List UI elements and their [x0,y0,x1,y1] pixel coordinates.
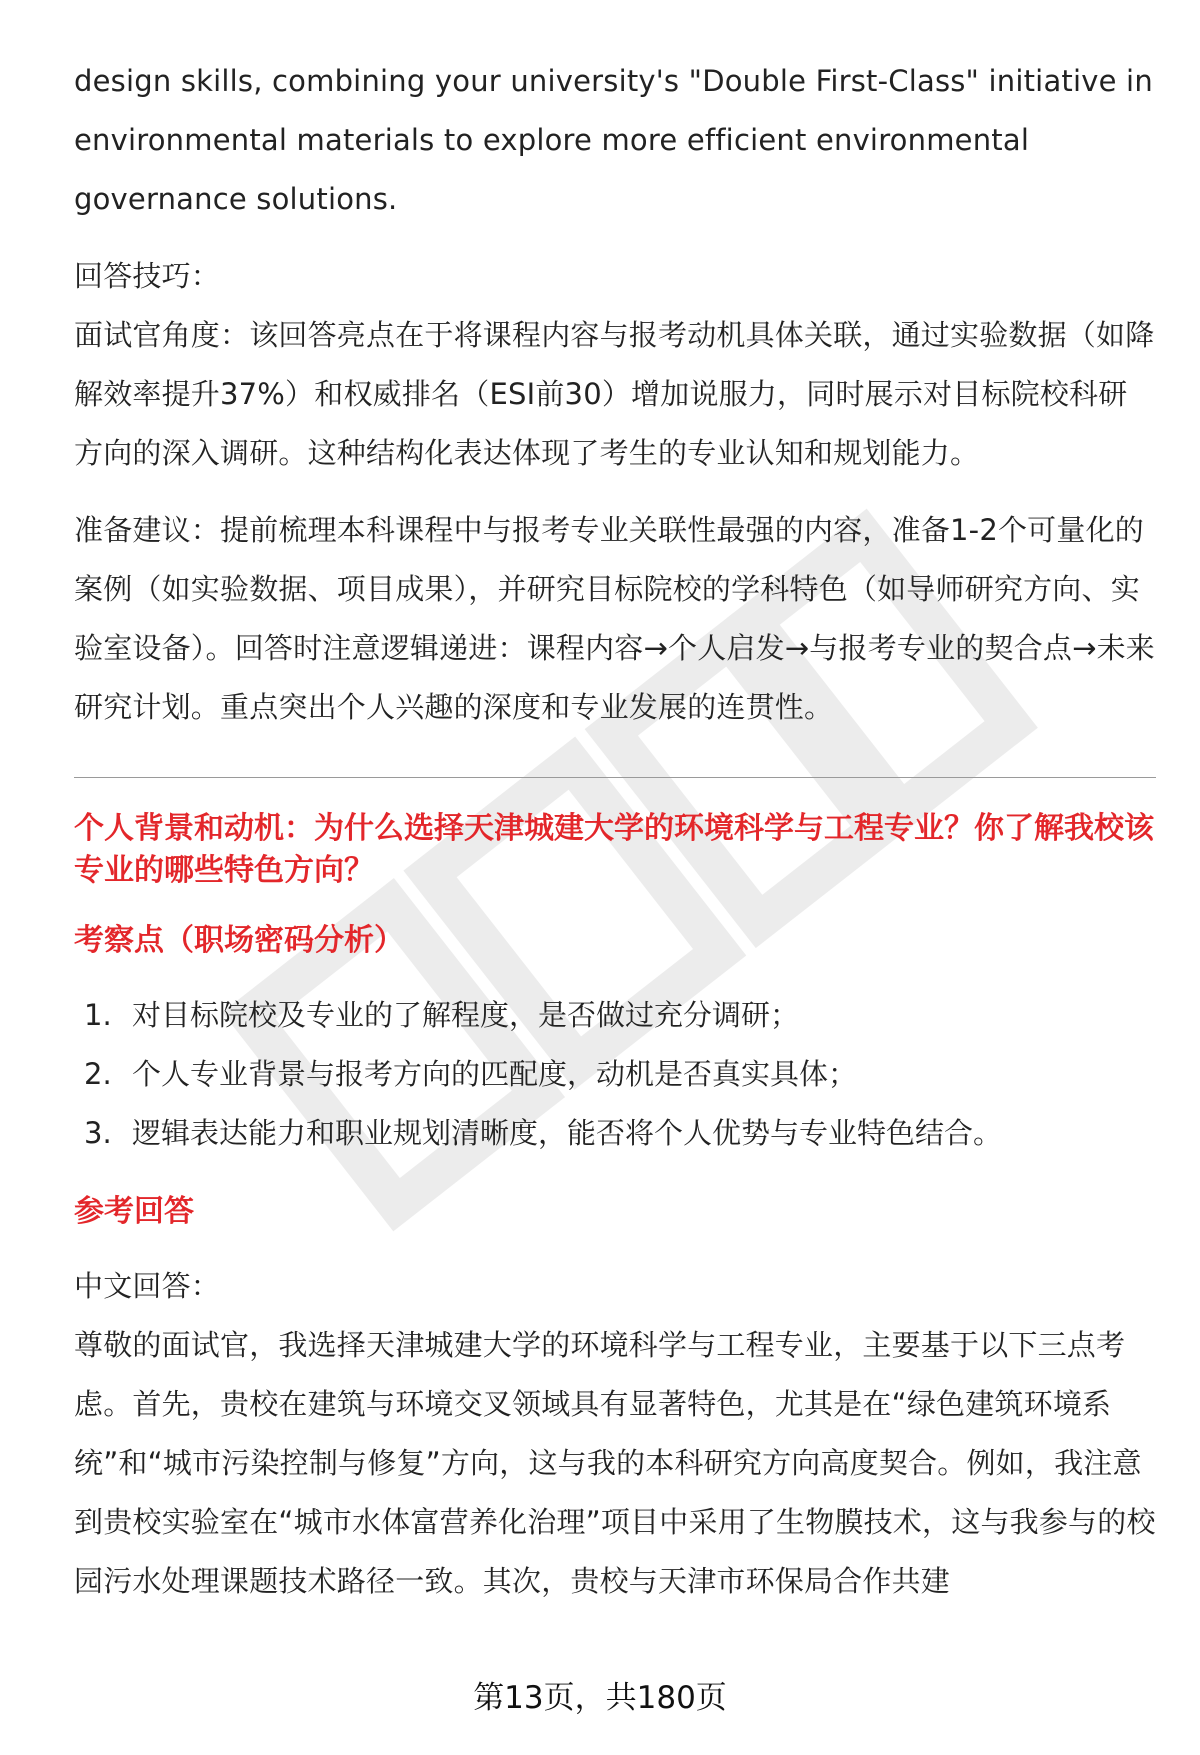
list-item [74,1104,1156,1163]
list-item-number: 1. [84,998,112,1032]
continuation-line: design skills, combining your university's "Double First-Class" initiative in [74,64,1153,98]
list-item [74,1045,1156,1104]
list-item-text: 个人专业背景与报考方向的匹配度，动机是否真实具体； [132,1057,858,1091]
preparation-paragraph: 准备建议：提前梳理本科课程中与报考专业关联性最强的内容，准备1-2个可量化的案例（如实验数据、项目成果），并研究目标院校的学科特色（如导师研究方向、实验室设备）。回答时注意逻辑递进：课程内容→个人启发→与报考专业的契合点→未来研究计划。重点突出个人兴趣的深度和专业发展的连贯性。 [74,513,1155,724]
section-divider [74,777,1156,778]
list-item [74,986,1156,1045]
reference-heading: 参考回答 [74,1194,194,1229]
list-item-number: 3. [84,1116,112,1150]
tips-label: 回答技巧： [74,259,221,293]
list-item-number: 2. [84,1057,112,1091]
continuation-line: environmental materials to explore more efficient environmental [74,123,1030,157]
list-item-text: 对目标院校及专业的了解程度，是否做过充分调研； [132,998,800,1032]
continuation-paragraph [74,52,1156,229]
question-title: 个人背景和动机：为什么选择天津城建大学的环境科学与工程专业？你了解我校该专业的哪些特色方向？ [74,811,1154,888]
chinese-answer-label: 中文回答： [74,1269,221,1303]
analysis-points-list [74,986,1156,1163]
document-page [74,52,1156,1611]
page-number-footer: 第13页，共180页 [473,1680,727,1716]
list-item-text: 逻辑表达能力和职业规划清晰度，能否将个人优势与专业特色结合。 [132,1116,1003,1150]
continuation-line: governance solutions. [74,182,398,216]
interviewer-view-paragraph: 面试官角度：该回答亮点在于将课程内容与报考动机具体关联，通过实验数据（如降解效率提升37%）和权威排名（ESI前30）增加说服力，同时展示对目标院校科研方向的深入调研。这种结构化表达体现了考生的专业认知和规划能力。 [74,318,1155,470]
chinese-answer-paragraph: 尊敬的面试官，我选择天津城建大学的环境科学与工程专业，主要基于以下三点考虑。首先，贵校在建筑与环境交叉领域具有显著特色，尤其是在“绿色建筑环境系统”和“城市污染控制与修复”方向，这与我的本科研究方向高度契合。例如，我注意到贵校实验室在“城市水体富营养化治理”项目中采用了生物膜技术，这与我参与的校园污水处理课题技术路径一致。其次，贵校与天津市环保局合作共建 [74,1328,1156,1598]
analysis-heading: 考察点（职场密码分析） [74,923,404,958]
